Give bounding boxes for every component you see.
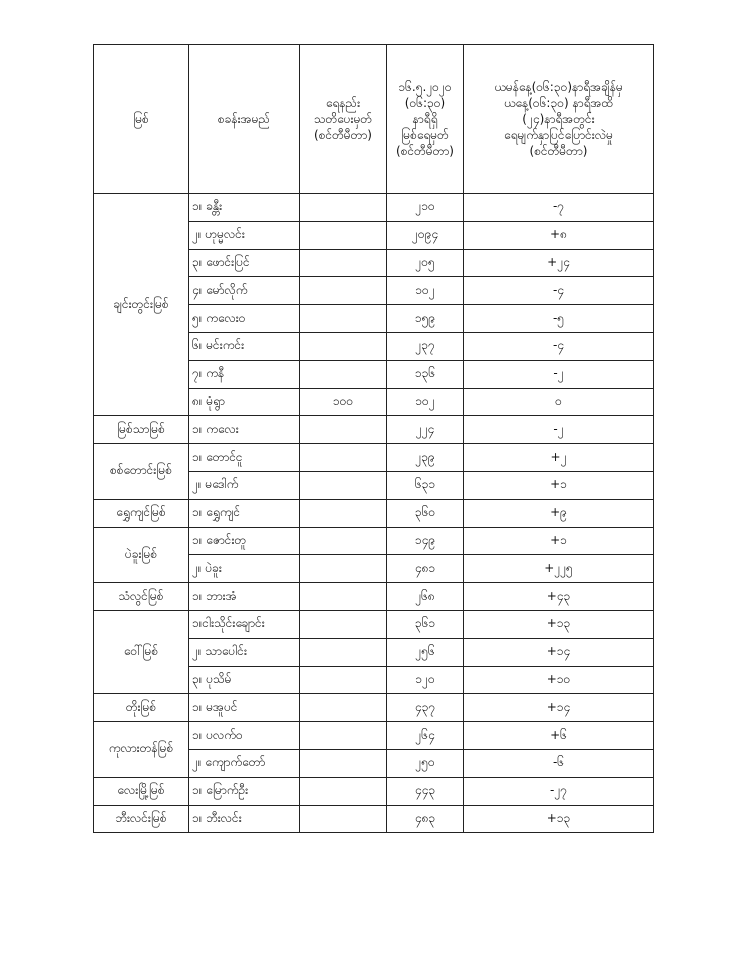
- water-level-cell: ၁၂၀: [387, 666, 464, 694]
- table-row: [94, 583, 654, 611]
- river-name: လေးမြို့မြစ်: [94, 777, 189, 805]
- station-name: ၂။ မဒေါက်: [189, 471, 300, 499]
- river-name: ရွှေကျင်မြစ်: [94, 499, 189, 527]
- station-name: ၁။ ပလက်ဝ: [189, 722, 300, 750]
- danger-level-cell: ၁၀၀: [300, 388, 387, 416]
- danger-level-cell: [300, 305, 387, 333]
- water-level-table: [93, 44, 654, 833]
- level-change-cell: +၆: [464, 722, 654, 750]
- level-change-cell: +၉: [464, 499, 654, 527]
- level-change-cell: +၁၃: [464, 805, 654, 833]
- river-name: ဝေါ်မြစ်: [94, 610, 189, 693]
- level-change-cell: -၇: [464, 194, 654, 222]
- river-name: ဘီးလင်းမြစ်: [94, 805, 189, 833]
- station-name: ၂။ ဟုမ္မလင်း: [189, 221, 300, 249]
- danger-level-cell: [300, 610, 387, 638]
- danger-level-cell: [300, 444, 387, 472]
- header-level-change: ယမန်နေ့(၀၆:၃၀)နာရီအချိန်မှ ယနေ့(၀၆:၃၀) နာရီအထိ (၂၄)နာရီအတွင်း ရေမျက်နှာပြင်ပြောင်းလဲမှု (စင်တီမီတာ): [464, 45, 654, 194]
- table-body: [94, 194, 654, 833]
- water-level-cell: ၁၃၆: [387, 360, 464, 388]
- table-row: [94, 805, 654, 833]
- level-change-cell: -၄: [464, 277, 654, 305]
- station-name: ၂။ ကျောက်တော်: [189, 749, 300, 777]
- station-name: ၁။ မအူပင်: [189, 694, 300, 722]
- water-level-cell: ၁၀၂: [387, 388, 464, 416]
- station-name: ၃။ ပုသိမ်: [189, 666, 300, 694]
- water-level-cell: ၂၃၉: [387, 444, 464, 472]
- station-name: ၃။ ဖောင်းပြင်: [189, 249, 300, 277]
- water-level-cell: ၄၈၁: [387, 555, 464, 583]
- station-name: ၂။ ပဲခူး: [189, 555, 300, 583]
- water-level-cell: ၃၆၁: [387, 610, 464, 638]
- danger-level-cell: [300, 471, 387, 499]
- water-level-cell: ၄၃၇: [387, 694, 464, 722]
- table-row: [94, 722, 654, 750]
- danger-level-cell: [300, 749, 387, 777]
- table-row: [94, 527, 654, 555]
- river-name: ပဲခူးမြစ်: [94, 527, 189, 583]
- water-level-cell: ၂၀၉၄: [387, 221, 464, 249]
- level-change-cell: +၂၄: [464, 249, 654, 277]
- station-name: ၁။ငါးသိုင်းချောင်း: [189, 610, 300, 638]
- danger-level-cell: [300, 805, 387, 833]
- station-name: ၁။ ဇောင်းတူ: [189, 527, 300, 555]
- station-name: ၈။ မုံရွာ: [189, 388, 300, 416]
- water-level-cell: ၆၃၁: [387, 471, 464, 499]
- station-name: ၁။ မြောက်ဦး: [189, 777, 300, 805]
- danger-level-cell: [300, 332, 387, 360]
- station-name: ၅။ ကလေးဝ: [189, 305, 300, 333]
- danger-level-cell: [300, 722, 387, 750]
- level-change-cell: ၀: [464, 388, 654, 416]
- water-level-cell: ၁၄၉: [387, 527, 464, 555]
- danger-level-cell: [300, 249, 387, 277]
- table-row: [94, 499, 654, 527]
- water-level-cell: ၄၄၃: [387, 777, 464, 805]
- level-change-cell: -၂: [464, 360, 654, 388]
- level-change-cell: +၁: [464, 527, 654, 555]
- station-name: ၁။ ခန္တီး: [189, 194, 300, 222]
- danger-level-cell: [300, 527, 387, 555]
- water-level-cell: ၂၅၀: [387, 749, 464, 777]
- water-level-cell: ၂၆၈: [387, 583, 464, 611]
- header-row: [94, 45, 654, 194]
- table-row: [94, 777, 654, 805]
- station-name: ၂။ သာပေါင်း: [189, 638, 300, 666]
- water-level-cell: ၂၁၀: [387, 194, 464, 222]
- level-change-cell: +၁၄: [464, 694, 654, 722]
- header-water-level: ၁၆.၅.၂၀၂၀ (၀၆:၃၀) နာရီရှိ မြစ်ရေမှတ် (စင်တီမီတာ): [387, 45, 464, 194]
- station-name: ၁။ ကလေး: [189, 416, 300, 444]
- danger-level-cell: [300, 638, 387, 666]
- water-level-cell: ၂၀၅: [387, 249, 464, 277]
- station-name: ၁။ ရွှေကျင်: [189, 499, 300, 527]
- river-name: ချင်းတွင်းမြစ်: [94, 194, 189, 416]
- header-danger-level: ရေနည်း သတိပေးမှတ် (စင်တီမီတာ): [300, 45, 387, 194]
- danger-level-cell: [300, 360, 387, 388]
- station-name: ၁။ ဘားအံ: [189, 583, 300, 611]
- station-name: ၁။ တောင်ငူ: [189, 444, 300, 472]
- level-change-cell: -၂: [464, 416, 654, 444]
- danger-level-cell: [300, 499, 387, 527]
- table-row: [94, 694, 654, 722]
- river-name: သံလွင်မြစ်: [94, 583, 189, 611]
- level-change-cell: +၈: [464, 221, 654, 249]
- level-change-cell: +၂: [464, 444, 654, 472]
- station-name: ၄။ မော်လိုက်: [189, 277, 300, 305]
- danger-level-cell: [300, 555, 387, 583]
- level-change-cell: +၂၂၅: [464, 555, 654, 583]
- station-name: ၁။ ဘီးလင်း: [189, 805, 300, 833]
- level-change-cell: -၆: [464, 749, 654, 777]
- water-level-cell: ၃၆၀: [387, 499, 464, 527]
- danger-level-cell: [300, 666, 387, 694]
- water-level-cell: ၂၅၆: [387, 638, 464, 666]
- table-row: [94, 416, 654, 444]
- header-river: မြစ်: [94, 45, 189, 194]
- table-row: [94, 610, 654, 638]
- level-change-cell: +၁၄: [464, 638, 654, 666]
- danger-level-cell: [300, 221, 387, 249]
- river-name: ကုလားတန်မြစ်: [94, 722, 189, 778]
- water-level-cell: ၂၃၇: [387, 332, 464, 360]
- river-name: စစ်တောင်းမြစ်: [94, 444, 189, 500]
- river-name: တိုးမြစ်: [94, 694, 189, 722]
- water-level-cell: ၄၈၃: [387, 805, 464, 833]
- danger-level-cell: [300, 777, 387, 805]
- river-name: မြစ်သာမြစ်: [94, 416, 189, 444]
- level-change-cell: +၁၃: [464, 610, 654, 638]
- water-level-cell: ၂၂၄: [387, 416, 464, 444]
- danger-level-cell: [300, 194, 387, 222]
- level-change-cell: +၁: [464, 471, 654, 499]
- water-level-cell: ၁၀၂: [387, 277, 464, 305]
- water-level-cell: ၂၆၄: [387, 722, 464, 750]
- water-level-cell: ၁၅၉: [387, 305, 464, 333]
- station-name: ၆။ မင်းကင်း: [189, 332, 300, 360]
- header-station: စခန်းအမည်: [189, 45, 300, 194]
- station-name: ၇။ ကနီ: [189, 360, 300, 388]
- level-change-cell: -၂၇: [464, 777, 654, 805]
- level-change-cell: -၅: [464, 305, 654, 333]
- danger-level-cell: [300, 277, 387, 305]
- level-change-cell: +၁၀: [464, 666, 654, 694]
- table-row: [94, 444, 654, 472]
- danger-level-cell: [300, 694, 387, 722]
- danger-level-cell: [300, 416, 387, 444]
- danger-level-cell: [300, 583, 387, 611]
- level-change-cell: +၄၃: [464, 583, 654, 611]
- table-row: [94, 194, 654, 222]
- level-change-cell: -၄: [464, 332, 654, 360]
